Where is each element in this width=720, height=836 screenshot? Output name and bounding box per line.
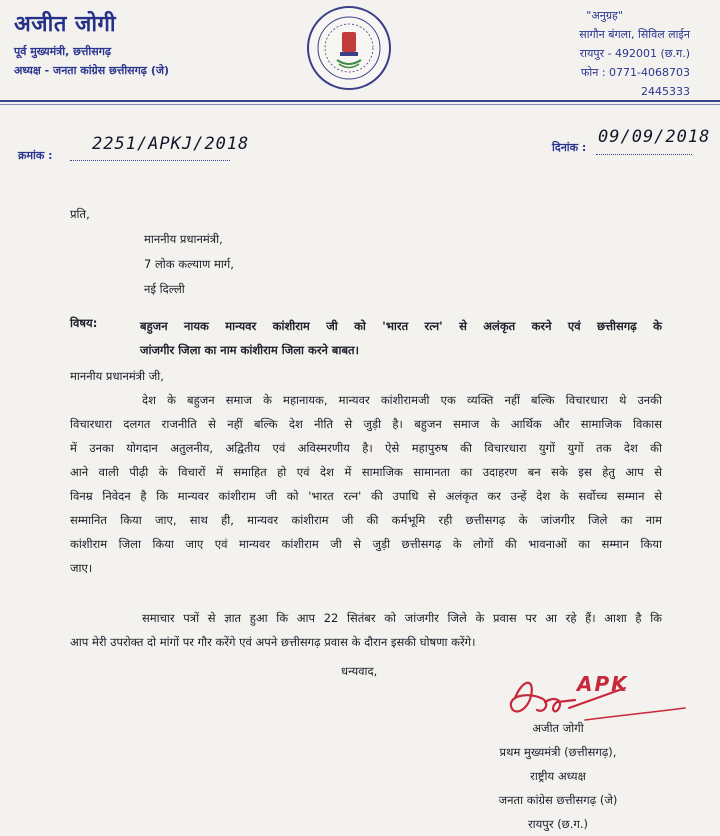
paragraph-1-line: में उनका योगदान अतुलनीय, अद्वितीय एवं अविस्मरणीय है। ऐसे महापुरुष की विचारधारा युगों युगों तक देश की: [70, 441, 662, 455]
letterhead-divider-thin: [0, 104, 720, 105]
paragraph-1: [70, 388, 662, 580]
ref-number-label: क्रमांक :: [18, 149, 53, 162]
letterhead-divider: [0, 100, 720, 102]
ref-number-line: [70, 160, 230, 161]
letterhead-right: [579, 6, 690, 101]
emblem-icon: [309, 8, 389, 88]
date-label: दिनांक :: [552, 141, 587, 154]
recipient-line-1: माननीय प्रधानमंत्री,: [144, 232, 223, 246]
paragraph-1-line: जाए।: [70, 561, 93, 575]
paragraph-1-line: विनम्र निवेदन है कि मान्यवर कांशीराम जी को 'भारत रत्न' की उपाधि से अलंकृत कर उन्हें देश के सर्वोच्च सम्मान से: [70, 489, 662, 503]
phone-line-1: फोन : 0771-4068703: [580, 66, 690, 79]
recipient-line-3: नई दिल्ली: [144, 282, 185, 296]
signatory-title-2: राष्ट्रीय अध्यक्ष: [530, 769, 586, 783]
house-name: "अनुग्रह": [586, 9, 623, 22]
closing-thanks: धन्यवाद,: [341, 664, 378, 678]
signatory-city: रायपुर (छ.ग.): [527, 817, 589, 831]
address-line-1: सागौन बंगला, सिविल लाईन: [579, 28, 690, 41]
subject-label: विषय:: [70, 316, 98, 330]
paragraph-1-line: विचारधारा दलगत राजनीति से नहीं बल्कि देश नीति से जुड़ी है। बहुजन समाज के आर्थिक और सामाजिक विकास: [70, 417, 662, 431]
paragraph-1-line: आने वाली पीढ़ी के विचारों में समाहित हो एवं देश में सामाजिक सामानता का उदाहरण बन सके इस हेतु आप से: [70, 465, 662, 479]
ref-number: 2251/APKJ/2018: [92, 134, 250, 154]
signature-initials: APK: [577, 672, 629, 696]
address-line-2: रायपुर - 492001 (छ.ग.): [579, 47, 690, 60]
recipient-line-2: 7 लोक कल्याण मार्ग,: [144, 257, 234, 271]
subject-line-2: जांजगीर जिला का नाम कांशीराम जिला करने बाबत।: [140, 343, 359, 357]
signatory-title-1: प्रथम मुख्यमंत्री (छत्तीसगढ़),: [499, 745, 617, 759]
state-emblem-seal: [307, 6, 391, 90]
letter-date: 09/09/2018: [598, 127, 711, 147]
subject-text: [140, 314, 662, 362]
sender-title-2: अध्यक्ष - जनता कांग्रेस छत्तीसगढ़ (जे): [14, 64, 170, 77]
paragraph-2: [70, 606, 662, 654]
paragraph-2-line: समाचार पत्रों से ज्ञात हुआ कि आप 22 सितंबर को जांजगीर जिले के प्रवास पर आ रहे हैं। आशा है कि: [142, 611, 662, 625]
sender-title-1: पूर्व मुख्यमंत्री, छत्तीसगढ़: [14, 45, 112, 58]
phone-line-2: 2445333: [641, 85, 690, 98]
paragraph-1-line: कांशीराम जिला किया जाए एवं मान्यवर कांशीराम जी से जुड़ी छत्तीसगढ़ के लोगों की भावनाओं का सम्मान किया: [70, 537, 662, 551]
signatory-name: अजीत जोगी: [532, 721, 584, 735]
subject-line-1: बहुजन नायक मान्यवर कांशीराम जी को 'भारत रत्न' से अलंकृत करने एवं छत्तीसगढ़ के: [140, 319, 662, 333]
sender-name: अजीत जोगी: [14, 12, 117, 37]
letterhead-left: [14, 8, 169, 80]
paragraph-1-line: देश के बहुजन समाज के महानायक, मान्यवर कांशीरामजी एक व्यक्ति नहीं बल्कि विचारधारा थे उनकी: [142, 393, 662, 407]
recipient-to: प्रति,: [70, 207, 90, 221]
paragraph-1-line: सम्मानित किया जाए, साथ ही, मान्यवर कांशीराम जी की कर्मभूमि रही छत्तीसगढ़ के जांजगीर जिले का नाम: [70, 513, 662, 527]
salutation: माननीय प्रधानमंत्री जी,: [70, 369, 164, 383]
date-line: [596, 154, 692, 155]
signature-block: [448, 716, 668, 836]
paragraph-2-line: आप मेरी उपरोक्त दो मांगों पर गौर करेंगे एवं अपने छत्तीसगढ़ प्रवास के दौरान इसकी घोषणा करेंगे।: [70, 635, 476, 649]
signatory-party: जनता कांग्रेस छत्तीसगढ़ (जे): [498, 793, 618, 807]
